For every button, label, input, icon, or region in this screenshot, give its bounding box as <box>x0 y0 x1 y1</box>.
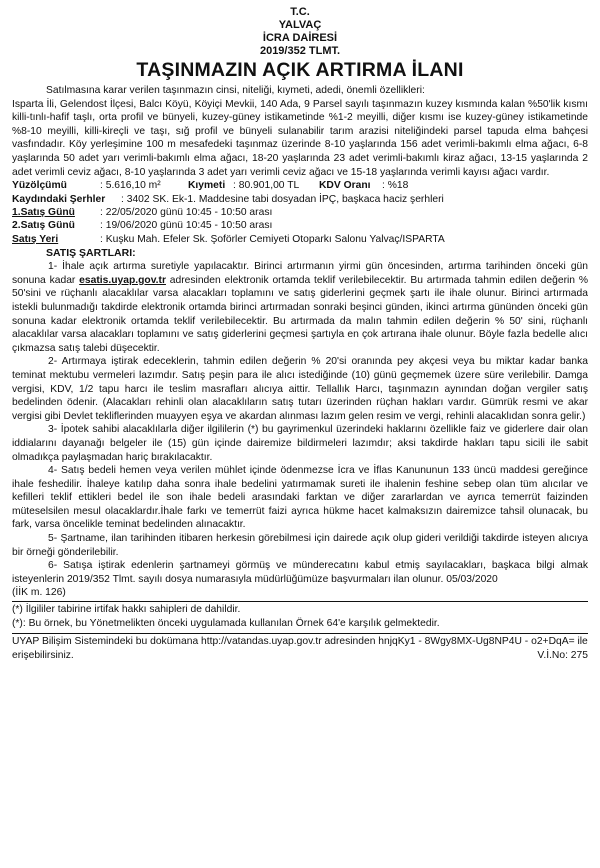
header <box>12 6 588 58</box>
header-office: İCRA DAİRESİ <box>262 32 338 44</box>
kdv-value: : %18 <box>382 180 409 192</box>
uyap-text: UYAP Bilişim Sistemindeki bu dokümana http://vatandas.uyap.gov.tr adresinden hnjqKy1 - 8Wgy8MX-Ug8NP4U - o2+DqA= ile erişebilirsiniz. <box>12 636 588 661</box>
divider <box>12 601 588 602</box>
header-file-no: 2019/352 TLMT. <box>259 45 341 57</box>
condition-1-pre: 1- İhale açık artırma suretiyle yapılacaktır. Birinci artırmanın yirmi gün öncesinden, artırma tarihinden önceki gün sonuna kadar <box>12 261 588 286</box>
sale2-value: : 19/06/2020 günü 10:45 - 10:50 arası <box>100 220 273 232</box>
place-label: Satış Yeri <box>12 233 59 245</box>
conditions-title: SATIŞ ŞARTLARI: <box>46 247 136 260</box>
header-tc: T.C. <box>290 6 310 18</box>
detail-row-sale2 <box>12 219 588 232</box>
value-label: Kıymeti <box>188 180 226 192</box>
ad-number: V.İ.No: 275 <box>537 649 588 661</box>
footnote-2: (*): Bu örnek, bu Yönetmelikten önceki uygulamada kullanılan Örnek 64'e karşılık gelmektedir. <box>12 617 440 629</box>
header-city: YALVAÇ <box>278 19 322 31</box>
detail-row-records <box>12 193 588 206</box>
uyap-access-info <box>12 635 588 662</box>
value-value: : 80.901,00 TL <box>233 180 300 192</box>
sale1-label: 1.Satış Günü <box>12 206 75 218</box>
area-value: : 5.616,10 m² <box>100 180 161 192</box>
page-title: TAŞINMAZIN AÇIK ARTIRMA İLANI <box>136 59 464 81</box>
intro-lead: Satılmasına karar verilen taşınmazın cinsi, niteliği, kıymeti, adedi, önemli özellikleri: <box>46 85 425 96</box>
records-label: Kaydındaki Şerhler <box>12 193 106 205</box>
detail-row-place <box>12 233 588 246</box>
footnote-1: (*) İlgililer tabirine irtifak hakkı sahipleri de dahildir. <box>12 604 241 616</box>
condition-5: 5- Şartname, ilan tarihinden itibaren herkesin görebilmesi için dairede açık olup gideri verildiği takdirde isteyen alıcıya bir örneği gönderilebilir. <box>12 533 588 558</box>
condition-2: 2- Artırmaya iştirak edeceklerin, tahmin edilen değerin % 20'si oranında pey akçesi veya bu miktar kadar banka teminat mektubu vermeleri lazımdır. Satış peşin para ile alıcı istediğinde (10) günü geçmemek üzere süre verilebilir. Damga vergisi, KDV, 1/2 tapu harcı ile teslim masrafları alıcıya aittir. Tellallık Harcı, taşınmazın aynından doğan vergiler satış bedelinden ödenir. (Alacakları rehinli olan alacaklıların satış tutarı üzerinden rüçhan hakları vardır. Gümrük resmi ve akar vergisi gibi Devlet tekliflerinden muayyen eşya ve akardan alınması lazım gelen resim ve vergi, rehinli alacaklıdan sonra gelir.) <box>12 356 588 422</box>
condition-1-post: adresinden elektronik ortamda teklif verilebilecektir. Bu artırmada tahmin edilen değerin % 50'sini ve rüçhanlı alacaklılar varsa alacakları toplamını ve satış giderlerini geçmek şartı ile ihale olunur. Birinci artırmada istekli bulunmadığı takdirde elektronik ortamda birinci artırmadan sonraki beşinci günden, ikinci artırma gününden önceki gün sonuna kadar elektronik ortamda teklif verilebilecektir. Bu artırmada da malın tahmin edilen değerin % 50' sini, rüçhanlı alacaklılar varsa alacakları toplamını ve satış giderlerini geçmesi şartıyla en çok artırana ihale olunur. Böyle fazla bedelle alıcı çıkmazsa satış talebi düşecektir. <box>12 274 588 354</box>
condition-6: 6- Satışa iştirak edenlerin şartnameyi görmüş ve münderecatını kabul etmiş sayılacakları, başkaca bilgi almak isteyenlerin 2019/352 Tlmt. sayılı dosya numarasıyla müdürlüğümüze başvurmaları ilan olunur. 05/03/2020 <box>12 560 588 585</box>
esatis-link[interactable]: esatis.uyap.gov.tr <box>79 274 166 286</box>
property-description: Isparta İli, Gelendost İlçesi, Balcı Köyü, Köyiçi Mevkii, 140 Ada, 9 Parsel sayılı taşınmazın kuzey kısmında kalan %50'lik kısmı killi-tınlı-hafif taşlı, orta profil ve bünyeli, kuzey-güney istikametinde %1-2 meyilli, diğer kısmı ise kuzey-güney istikametinde %8-10 meyilli, killi-kireçli ve taşı, sığ profil ve bünyeli sulanabilir tarım arazisi niteliğindeki parsel tapuda elma bahçesi vasfındadır. Köy yerleşimine 100 m mesafedeki taşınmaz üzerinde 8-10 yaşlarında 156 adet verimli-bakımlı elma ağacı, 6-8 yaşlarında 50 adet yarı verimli-bakımlı elma ağacı, 18-20 yaşlarında 23 adet verimli-bakımlı kiraz ağacı, 13-15 yaşlarında 2 adet verimli ceviz ağacı, 8-10 yaşlarında 3 adet yarı verimli ceviz ağacı ve 15-18 yaşlarında verimli kayısı ağacı vardır. <box>12 98 588 178</box>
divider <box>12 633 588 634</box>
sale2-label: 2.Satış Günü <box>12 220 75 232</box>
place-value: : Kuşku Mah. Efeler Sk. Şoförler Cemiyeti Otoparkı Salonu Yalvaç/ISPARTA <box>100 233 445 245</box>
condition-3: 3- İpotek sahibi alacaklılarla diğer ilgililerin (*) bu gayrimenkul üzerindeki haklarını özellikle faiz ve giderlere dair olan iddialarını dayanağı belgeler ile (15) gün içinde dairemize bildirmeleri lazımdır; aksi takdirde hakları tapu sicili ile sabit olmadıkça paylaşmadan hariç bırakılacaktır. <box>12 424 588 463</box>
sale1-value: : 22/05/2020 günü 10:45 - 10:50 arası <box>100 206 273 218</box>
property-details <box>12 179 588 246</box>
condition-4: 4- Satış bedeli hemen veya verilen mühlet içinde ödenmezse İcra ve İflas Kanununun 133 üncü maddesi gereğince ihale feshedilir. İhaleye katılıp daha sonra ihale bedelini yatırmamak sureti ile ihalenin feshine sebep olan tüm alıcılar ve kefilleri teklif ettikleri bedel ile son ihale bedeli arasındaki farktan ve diğer zararlardan ve ayrıca temerrüt faizinden müteselsilen mesul olacaklardır.İhale farkı ve temerrüt faizi ayrıca hükme hacet kalmaksızın dairemizce tahsil olunacak, bu fark, varsa öncelikle teminat bedelinden alınacaktır. <box>12 465 588 531</box>
detail-row-area <box>12 179 588 192</box>
announcement-page <box>12 6 588 662</box>
kdv-label: KDV Oranı <box>319 180 371 192</box>
area-label: Yüzölçümü <box>12 180 67 192</box>
detail-row-sale1 <box>12 206 588 219</box>
condition-1 <box>12 260 588 355</box>
iik-reference: (İİK m. 126) <box>12 587 66 599</box>
records-value: : 3402 SK. Ek-1. Maddesine tabi dosyadan İPÇ, başkaca haciz şerhleri <box>121 193 444 205</box>
